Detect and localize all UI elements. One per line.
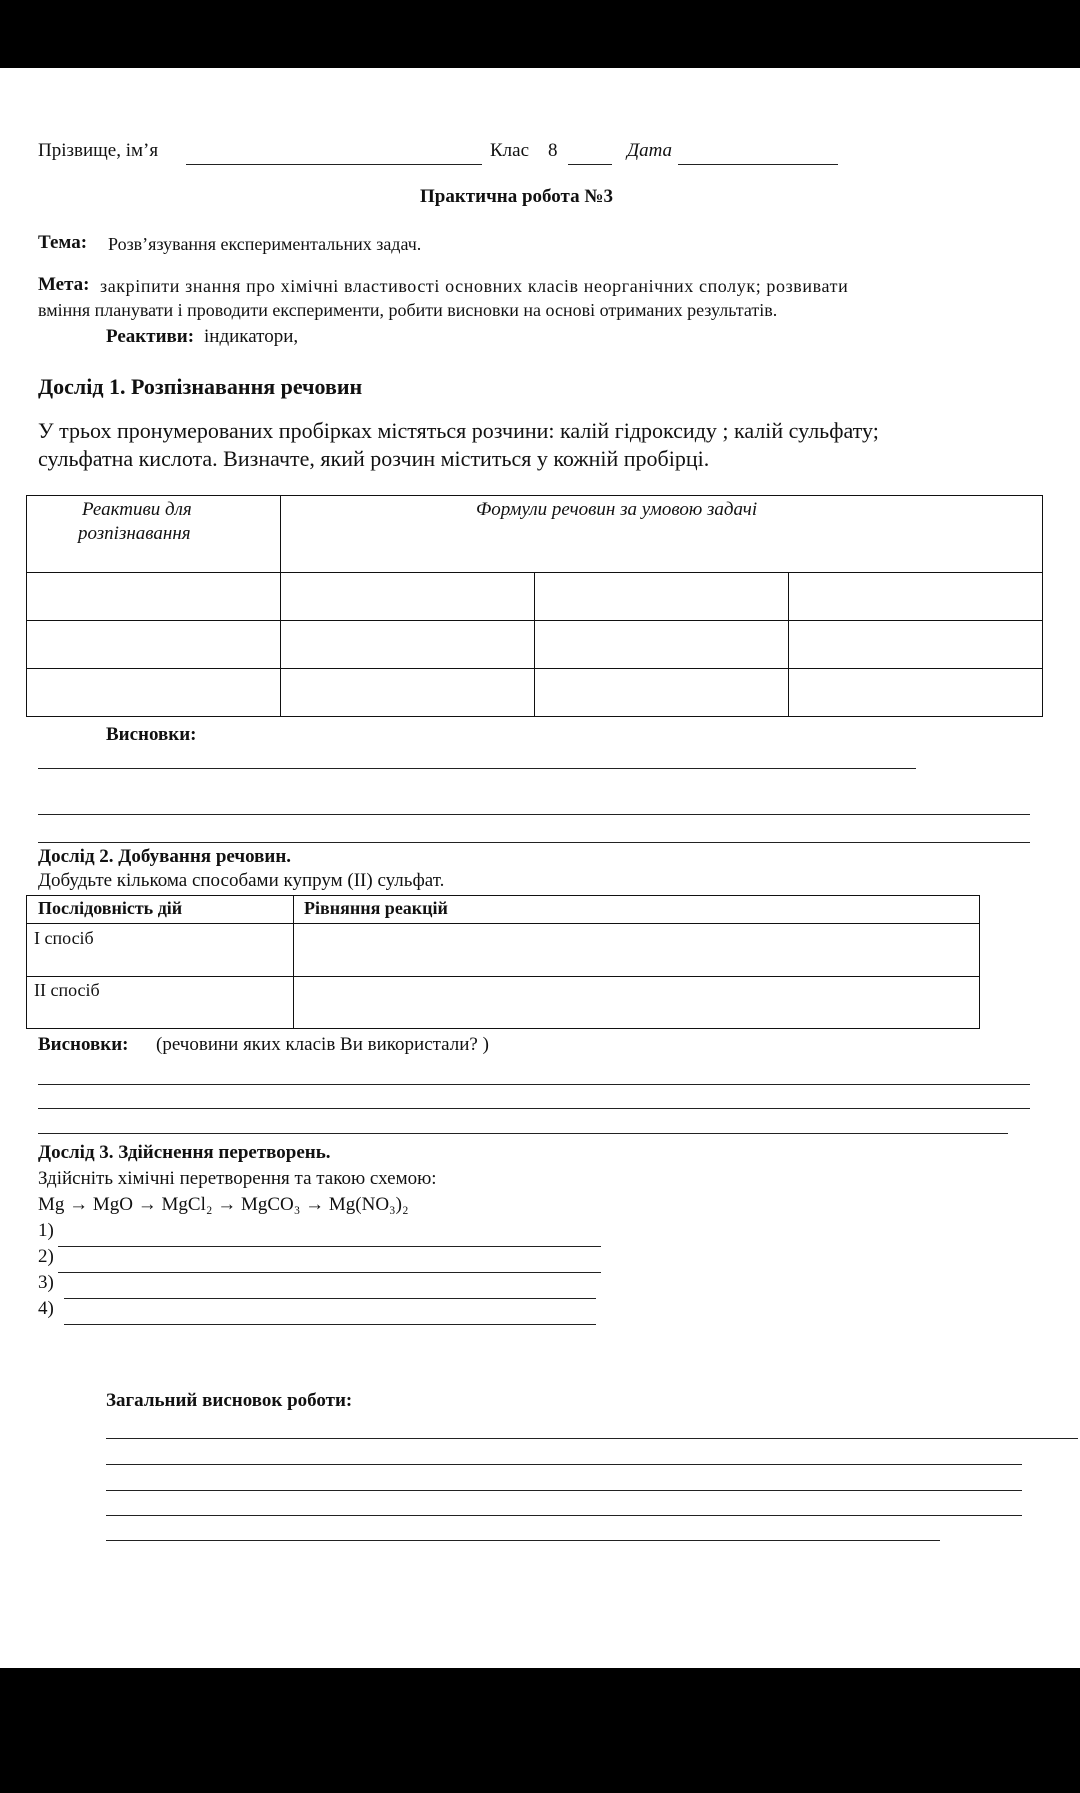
class-value: 8 xyxy=(548,140,558,161)
exp3-title: Дослід 3. Здійснення перетворень. xyxy=(38,1142,331,1163)
exp1-cell-r2c1[interactable] xyxy=(28,622,278,666)
exp3-answer-line-4[interactable] xyxy=(64,1324,596,1325)
exp1-conclusion-line-3[interactable] xyxy=(38,842,1030,843)
final-conclusion-line-2[interactable] xyxy=(106,1464,1022,1465)
topic-label: Тема: xyxy=(38,232,88,253)
final-conclusion-line-3[interactable] xyxy=(106,1490,1022,1491)
exp1-cell-r2c3[interactable] xyxy=(536,622,786,666)
final-conclusion-line-4[interactable] xyxy=(106,1515,1022,1516)
exp2-row2-equation[interactable] xyxy=(295,978,978,1027)
exp2-row1-label: І спосіб xyxy=(34,928,94,948)
final-conclusion-line-5[interactable] xyxy=(106,1540,940,1541)
final-conclusion-line-1[interactable] xyxy=(106,1438,1078,1439)
exp1-cell-r2c2[interactable] xyxy=(282,622,532,666)
exp1-cell-r3c2[interactable] xyxy=(282,670,532,715)
goal-line1: закріпити знання про хімічні властивості основних класів неорганічних сполук; розвивати xyxy=(100,276,849,296)
exp2-conclusions-label: Висновки: xyxy=(38,1034,129,1055)
exp1-cell-r3c1[interactable] xyxy=(28,670,278,715)
exp2-task: Добудьте кількома способами купрум (ІІ) сульфат. xyxy=(38,870,445,891)
class-blank[interactable] xyxy=(568,164,612,165)
exp3-item-1: 1) xyxy=(38,1220,54,1241)
topic-text: Розв’язування експериментальних задач. xyxy=(108,234,422,254)
date-label: Дата xyxy=(627,140,673,161)
exp1-col1-line2: розпізнавання xyxy=(78,523,191,544)
class-label: Клас xyxy=(490,140,530,161)
goal-line2: вміння планувати і проводити експерименти, робити висновки на основі отриманих результатів. xyxy=(38,300,778,320)
exp2-conclusion-line-3[interactable] xyxy=(38,1133,1008,1134)
exp2-title: Дослід 2. Добування речовин. xyxy=(38,846,292,867)
exp3-answer-line-2[interactable] xyxy=(58,1272,601,1273)
worksheet-page xyxy=(0,68,1080,1668)
exp1-cell-r3c4[interactable] xyxy=(790,670,1040,715)
exp3-scheme: Mg → MgO → MgCl₂ → MgCO₃ → Mg(NO₃)₂ xyxy=(38,1194,409,1215)
exp1-col2-header: Формули речовин за умовою задачі xyxy=(476,499,758,520)
exp1-title: Дослід 1. Розпізнавання речовин xyxy=(38,374,363,399)
exp1-cell-r2c4[interactable] xyxy=(790,622,1040,666)
final-conclusion-label: Загальний висновок роботи: xyxy=(106,1390,353,1411)
name-label: Прізвище, ім’я xyxy=(38,140,159,161)
exp1-cell-r1c1[interactable] xyxy=(28,574,278,618)
name-blank[interactable] xyxy=(186,164,482,165)
exp1-conclusion-line-2[interactable] xyxy=(38,814,1030,815)
exp1-task-line2: сульфатна кислота. Визначте, який розчин міститься у кожній пробірці. xyxy=(38,446,710,471)
date-blank[interactable] xyxy=(678,164,838,165)
exp1-col1-line1: Реактиви для xyxy=(82,499,192,520)
exp1-task-line1: У трьох пронумерованих пробірках містяться розчини: калій гідроксиду ; калій сульфату; xyxy=(38,418,879,443)
exp2-conclusion-line-1[interactable] xyxy=(38,1084,1030,1085)
exp2-row1-equation[interactable] xyxy=(295,925,978,975)
exp3-task: Здійсніть хімічні перетворення та такою схемою: xyxy=(38,1168,437,1189)
page-title: Практична робота №3 xyxy=(420,186,613,207)
exp1-conclusion-line-1[interactable] xyxy=(38,768,916,769)
reagents-text: індикатори, xyxy=(204,326,299,347)
goal-label: Мета: xyxy=(38,274,90,295)
exp3-item-2: 2) xyxy=(38,1246,54,1267)
exp1-cell-r1c2[interactable] xyxy=(282,574,532,618)
exp2-conclusion-line-2[interactable] xyxy=(38,1108,1030,1109)
exp2-row2-label: ІІ спосіб xyxy=(34,980,100,1000)
exp2-col2-header: Рівняння реакцій xyxy=(304,898,448,918)
exp3-item-3: 3) xyxy=(38,1272,54,1293)
reagents-label: Реактиви: xyxy=(106,326,195,347)
exp3-item-4: 4) xyxy=(38,1298,54,1319)
exp2-col1-header: Послідовність дій xyxy=(38,898,183,918)
exp1-cell-r1c4[interactable] xyxy=(790,574,1040,618)
exp1-conclusions-label: Висновки: xyxy=(106,724,197,745)
exp3-answer-line-1[interactable] xyxy=(58,1246,601,1247)
exp1-cell-r3c3[interactable] xyxy=(536,670,786,715)
exp2-conclusions-hint: (речовини яких класів Ви використали? ) xyxy=(156,1034,489,1055)
exp1-cell-r1c3[interactable] xyxy=(536,574,786,618)
exp3-answer-line-3[interactable] xyxy=(64,1298,596,1299)
